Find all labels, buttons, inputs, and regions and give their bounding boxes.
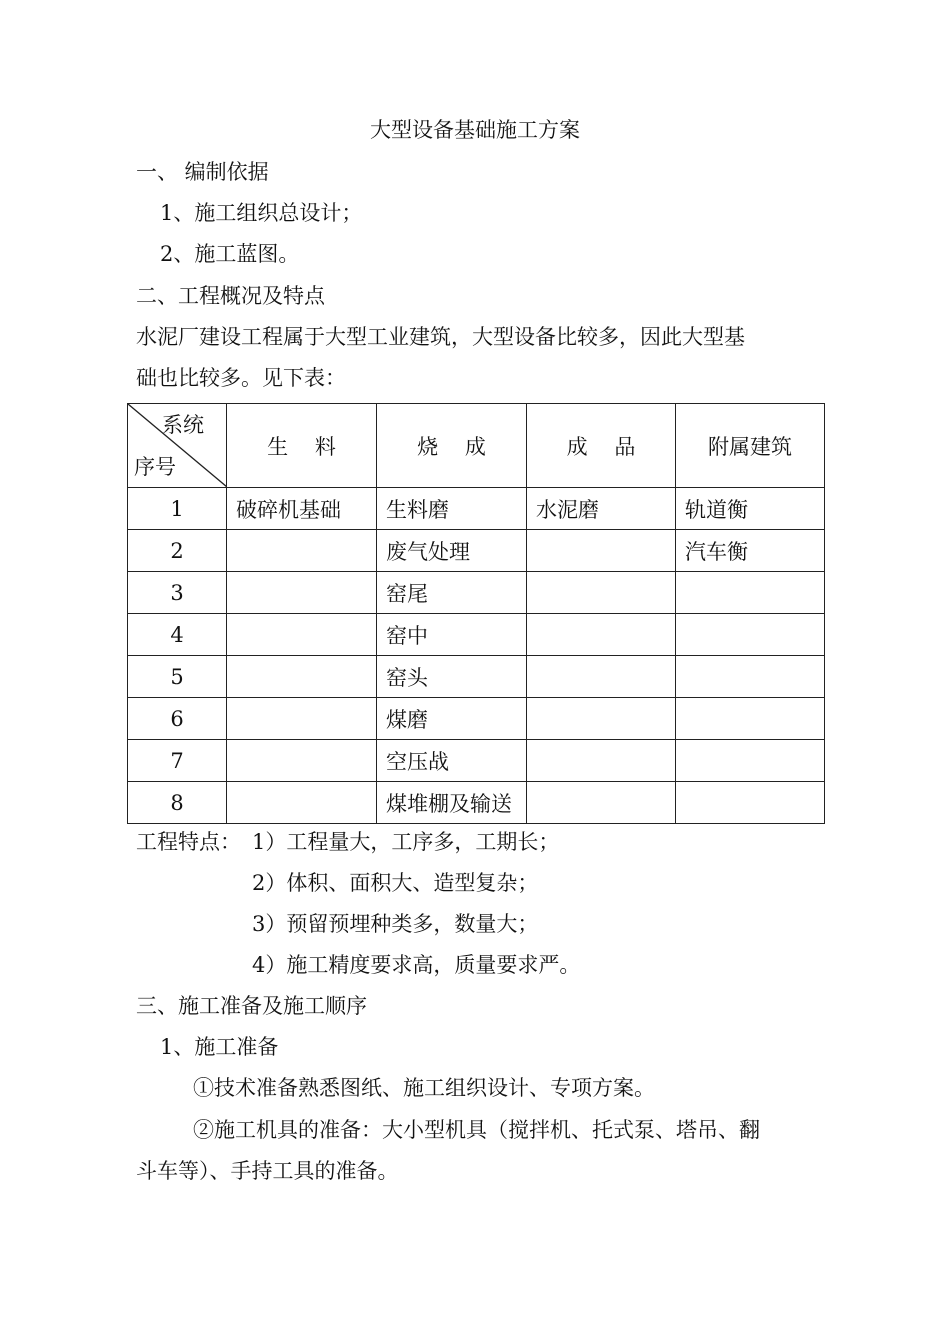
cell-product: 水泥磨 bbox=[527, 488, 676, 530]
cell-raw-material: 破碎机基础 bbox=[227, 488, 377, 530]
cell-firing: 废气处理 bbox=[377, 530, 527, 572]
table-row bbox=[128, 572, 825, 614]
cell-product bbox=[527, 698, 676, 740]
table-row bbox=[128, 698, 825, 740]
header-firing: 烧 成 bbox=[377, 404, 527, 488]
overview-paragraph-line-2: 础也比较多。见下表： bbox=[136, 366, 346, 390]
equipment-preparation-line-1: ②施工机具的准备：大小型机具（搅拌机、托式泵、塔吊、翻 bbox=[193, 1118, 760, 1142]
cell-product bbox=[527, 740, 676, 782]
cell-firing: 窑尾 bbox=[377, 572, 527, 614]
features-label: 工程特点： bbox=[136, 830, 241, 854]
section-1-heading: 一、 编制依据 bbox=[136, 160, 269, 184]
cell-product bbox=[527, 656, 676, 698]
cell-auxiliary: 轨道衡 bbox=[676, 488, 825, 530]
row-number: 1 bbox=[128, 488, 227, 530]
cell-auxiliary bbox=[676, 614, 825, 656]
cell-raw-material bbox=[227, 782, 377, 824]
feature-item-2: 2）体积、面积大、造型复杂； bbox=[252, 871, 539, 895]
basis-item-1: 1、施工组织总设计； bbox=[160, 201, 363, 225]
cell-auxiliary bbox=[676, 782, 825, 824]
cell-auxiliary bbox=[676, 698, 825, 740]
table-row bbox=[128, 740, 825, 782]
cell-raw-material bbox=[227, 698, 377, 740]
cell-raw-material bbox=[227, 614, 377, 656]
table-row bbox=[128, 530, 825, 572]
overview-paragraph-line-1: 水泥厂建设工程属于大型工业建筑，大型设备比较多，因此大型基 bbox=[136, 325, 745, 349]
table-row bbox=[128, 614, 825, 656]
table-corner-cell bbox=[128, 404, 227, 488]
row-number: 5 bbox=[128, 656, 227, 698]
row-number: 6 bbox=[128, 698, 227, 740]
cell-firing: 窑头 bbox=[377, 656, 527, 698]
header-auxiliary: 附属建筑 bbox=[676, 404, 825, 488]
cell-product bbox=[527, 572, 676, 614]
document-title: 大型设备基础施工方案 bbox=[370, 118, 580, 142]
row-number: 4 bbox=[128, 614, 227, 656]
cell-auxiliary bbox=[676, 656, 825, 698]
cell-auxiliary bbox=[676, 572, 825, 614]
row-number: 3 bbox=[128, 572, 227, 614]
section-3-heading: 三、施工准备及施工顺序 bbox=[136, 994, 367, 1018]
cell-auxiliary bbox=[676, 740, 825, 782]
row-number: 7 bbox=[128, 740, 227, 782]
section-2-heading: 二、工程概况及特点 bbox=[136, 284, 325, 308]
cell-firing: 生料磨 bbox=[377, 488, 527, 530]
feature-item-4: 4）施工精度要求高，质量要求严。 bbox=[252, 953, 581, 977]
cell-firing: 窑中 bbox=[377, 614, 527, 656]
cell-raw-material bbox=[227, 572, 377, 614]
basis-item-2: 2、施工蓝图。 bbox=[160, 242, 300, 266]
table-header-row bbox=[128, 404, 825, 488]
feature-item-1: 1）工程量大，工序多，工期长； bbox=[252, 830, 560, 854]
cell-auxiliary: 汽车衡 bbox=[676, 530, 825, 572]
cell-firing: 空压战 bbox=[377, 740, 527, 782]
foundation-table bbox=[127, 403, 825, 824]
cell-product bbox=[527, 530, 676, 572]
cell-firing: 煤堆棚及输送 bbox=[377, 782, 527, 824]
header-product: 成 品 bbox=[527, 404, 676, 488]
preparation-subheading: 1、施工准备 bbox=[160, 1035, 279, 1059]
cell-raw-material bbox=[227, 530, 377, 572]
row-number: 8 bbox=[128, 782, 227, 824]
cell-product bbox=[527, 782, 676, 824]
cell-product bbox=[527, 614, 676, 656]
technical-preparation-paragraph: ①技术准备熟悉图纸、施工组织设计、专项方案。 bbox=[193, 1076, 655, 1100]
cell-raw-material bbox=[227, 740, 377, 782]
row-number: 2 bbox=[128, 530, 227, 572]
feature-item-3: 3）预留预埋种类多，数量大； bbox=[252, 912, 539, 936]
cell-raw-material bbox=[227, 656, 377, 698]
table-row bbox=[128, 488, 825, 530]
corner-label-sequence: 序号 bbox=[134, 455, 176, 479]
cell-firing: 煤磨 bbox=[377, 698, 527, 740]
header-raw-material: 生 料 bbox=[227, 404, 377, 488]
corner-label-system: 系统 bbox=[162, 413, 204, 437]
table-row bbox=[128, 782, 825, 824]
equipment-preparation-line-2: 斗车等）、手持工具的准备。 bbox=[136, 1159, 399, 1183]
table-row bbox=[128, 656, 825, 698]
